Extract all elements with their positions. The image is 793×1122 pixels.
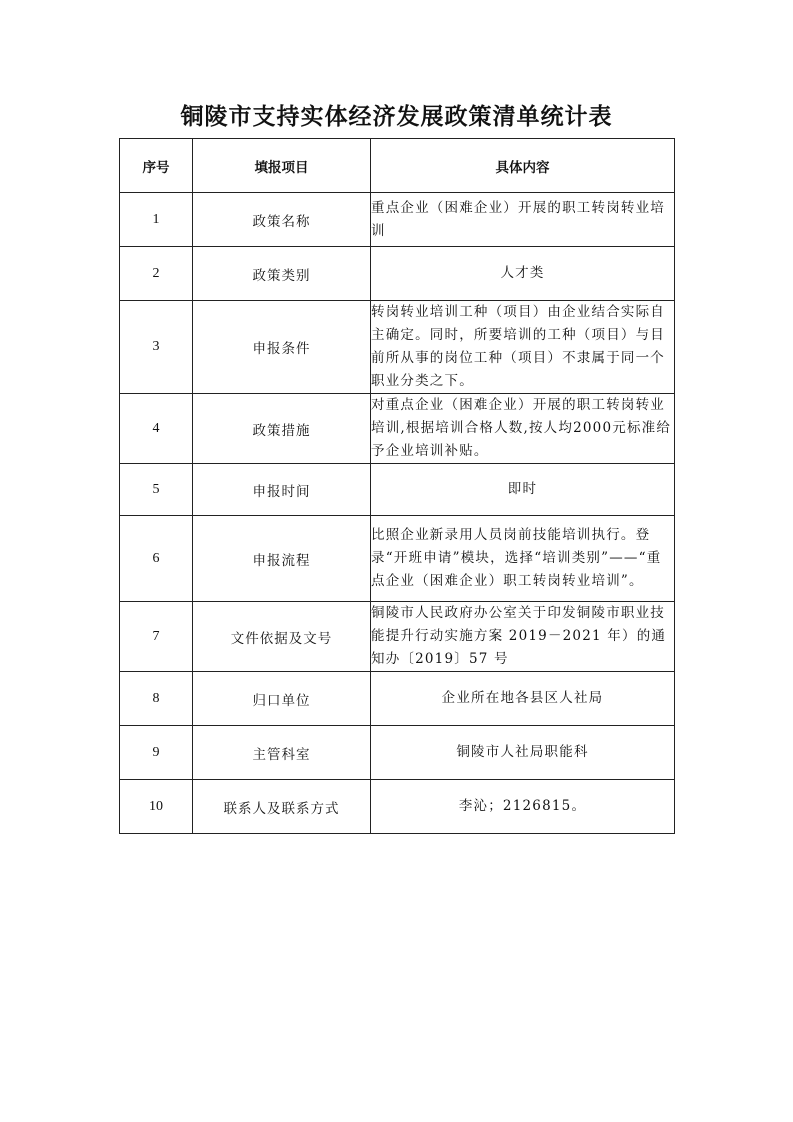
row-index: 4 bbox=[120, 394, 193, 464]
row-item: 联系人及联系方式 bbox=[193, 780, 371, 834]
row-item: 政策名称 bbox=[193, 193, 371, 247]
table-row bbox=[120, 780, 675, 834]
table-row bbox=[120, 193, 675, 247]
row-index: 6 bbox=[120, 516, 193, 602]
row-item: 政策措施 bbox=[193, 394, 371, 464]
row-content: 比照企业新录用人员岗前技能培训执行。登录“开班申请”模块，选择“培训类别”——“重点企业（困难企业）职工转岗转业培训”。 bbox=[371, 516, 675, 602]
row-index: 10 bbox=[120, 780, 193, 834]
row-item: 申报条件 bbox=[193, 301, 371, 394]
row-index: 1 bbox=[120, 193, 193, 247]
row-content: 即时 bbox=[371, 464, 675, 516]
row-index: 5 bbox=[120, 464, 193, 516]
row-content: 铜陵市人社局职能科 bbox=[371, 726, 675, 780]
row-index: 8 bbox=[120, 672, 193, 726]
row-content: 对重点企业（困难企业）开展的职工转岗转业培训,根据培训合格人数,按人均2000元标准给予企业培训补贴。 bbox=[371, 394, 675, 464]
row-content: 铜陵市人民政府办公室关于印发铜陵市职业技能提升行动实施方案 2019－2021 年）的通知办〔2019〕57 号 bbox=[371, 602, 675, 672]
row-item: 申报流程 bbox=[193, 516, 371, 602]
row-content: 李沁；2126815。 bbox=[371, 780, 675, 834]
row-item: 政策类别 bbox=[193, 247, 371, 301]
row-index: 9 bbox=[120, 726, 193, 780]
table-row bbox=[120, 464, 675, 516]
header-content: 具体内容 bbox=[371, 139, 675, 193]
row-content: 人才类 bbox=[371, 247, 675, 301]
table-row bbox=[120, 394, 675, 464]
policy-table bbox=[119, 138, 675, 834]
table-row bbox=[120, 726, 675, 780]
row-item: 主管科室 bbox=[193, 726, 371, 780]
header-index: 序号 bbox=[120, 139, 193, 193]
row-content: 重点企业（困难企业）开展的职工转岗转业培训 bbox=[371, 193, 675, 247]
row-index: 3 bbox=[120, 301, 193, 394]
row-content: 企业所在地各县区人社局 bbox=[371, 672, 675, 726]
table-row bbox=[120, 672, 675, 726]
row-index: 7 bbox=[120, 602, 193, 672]
row-item: 文件依据及文号 bbox=[193, 602, 371, 672]
header-item: 填报项目 bbox=[193, 139, 371, 193]
row-index: 2 bbox=[120, 247, 193, 301]
table-row bbox=[120, 516, 675, 602]
table-row bbox=[120, 602, 675, 672]
row-item: 归口单位 bbox=[193, 672, 371, 726]
page-title: 铜陵市支持实体经济发展政策清单统计表 bbox=[180, 103, 613, 130]
row-item: 申报时间 bbox=[193, 464, 371, 516]
table-header-row bbox=[120, 139, 675, 193]
row-content: 转岗转业培训工种（项目）由企业结合实际自主确定。同时，所要培训的工种（项目）与目前所从事的岗位工种（项目）不隶属于同一个职业分类之下。 bbox=[371, 301, 675, 394]
table-row bbox=[120, 247, 675, 301]
table-row bbox=[120, 301, 675, 394]
